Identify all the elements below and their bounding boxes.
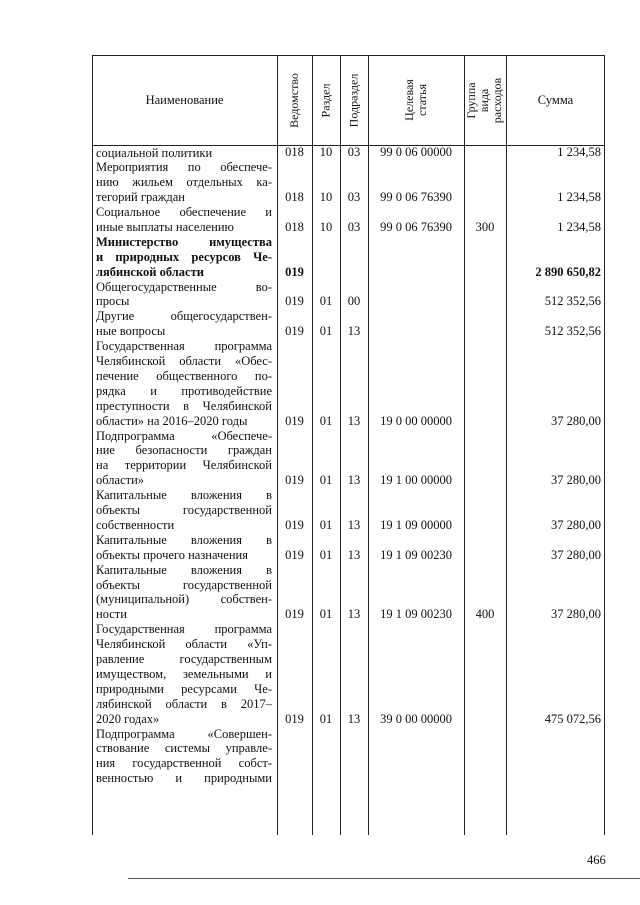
row-name: Общегосударственные во- просы — [96, 279, 272, 309]
header-summa: Сумма — [537, 92, 574, 107]
row-gruppa-rashodov: 300 — [475, 219, 495, 234]
row-podrazdel: 13 — [347, 711, 361, 726]
row-name: Мероприятия по обеспече- нию жильем отдельных ка- тегорий граждан — [96, 160, 272, 205]
row-vedomstvo: 019 — [285, 294, 304, 309]
row-summa: 37 280,00 — [551, 517, 601, 532]
row-celevaya-statya: 19 0 00 00000 — [380, 413, 452, 428]
header-vedomstvo: Ведомство — [287, 72, 302, 128]
row-podrazdel: 13 — [347, 547, 361, 562]
row-name: Подпрограмма «Обеспече- ние безопасности граждан на территории Челябинской области» — [96, 428, 272, 488]
row-podrazdel: 13 — [347, 324, 361, 339]
table-row — [92, 309, 605, 339]
table-row — [92, 563, 605, 623]
row-celevaya-statya: 19 1 00 00000 — [380, 473, 452, 488]
row-summa: 1 234,58 — [557, 219, 601, 234]
row-vedomstvo: 019 — [285, 473, 304, 488]
table-row — [92, 280, 605, 310]
row-name: Капитальные вложения в объекты государственной (муниципальной) собствен- ности — [96, 562, 272, 622]
header-celevaya-statya: Целевая статья — [402, 79, 429, 121]
row-razdel: 01 — [319, 324, 333, 339]
row-podrazdel: 13 — [347, 473, 361, 488]
table-row — [92, 429, 605, 489]
row-summa: 512 352,56 — [544, 324, 601, 339]
row-vedomstvo: 019 — [285, 413, 304, 428]
table-row — [92, 533, 605, 563]
row-razdel: 01 — [319, 294, 333, 309]
table-row — [92, 339, 605, 428]
row-celevaya-statya: 99 0 06 00000 — [380, 145, 452, 160]
table-row — [92, 160, 605, 205]
row-name: Социальное обеспечение и иные выплаты населению — [96, 205, 272, 234]
row-summa: 37 280,00 — [551, 473, 601, 488]
row-razdel: 01 — [319, 711, 333, 726]
row-name: социальной политики — [96, 145, 213, 160]
row-razdel: 10 — [319, 190, 333, 205]
header-gruppa-rashodov: Группа вида расходов — [464, 77, 505, 123]
row-summa: 37 280,00 — [551, 547, 601, 562]
row-summa: 37 280,00 — [551, 607, 601, 622]
row-celevaya-statya: 99 0 06 76390 — [380, 219, 452, 234]
row-summa: 1 234,58 — [557, 190, 601, 205]
footer-rule — [128, 878, 640, 879]
row-name: Министерство имущества и природных ресурсов Че- лябинской области — [96, 234, 272, 279]
table-row — [92, 205, 605, 235]
row-razdel: 01 — [319, 517, 333, 532]
row-razdel: 01 — [319, 473, 333, 488]
header-podrazdel: Подраздел — [346, 73, 361, 127]
row-summa: 37 280,00 — [551, 413, 601, 428]
row-celevaya-statya: 19 1 09 00230 — [380, 547, 452, 562]
table-row — [92, 622, 605, 726]
budget-table — [92, 55, 605, 835]
row-celevaya-statya: 19 1 09 00000 — [380, 517, 452, 532]
row-summa: 1 234,58 — [557, 145, 601, 160]
table-top-border — [92, 55, 605, 56]
row-podrazdel: 13 — [347, 413, 361, 428]
table-row — [92, 235, 605, 280]
row-razdel: 01 — [319, 607, 333, 622]
row-celevaya-statya: 39 0 00 00000 — [380, 711, 452, 726]
row-name: Капитальные вложения в объекты прочего назначения — [96, 532, 272, 562]
row-gruppa-rashodov: 400 — [475, 607, 495, 622]
row-vedomstvo: 018 — [285, 190, 304, 205]
row-vedomstvo: 019 — [285, 264, 304, 279]
row-name: Государственная программа Челябинской области «Уп- равление государственным имуществом, земельными и природными ресурсами Че- лябинской области в 2017– 2020 годах» — [96, 622, 272, 726]
row-summa: 475 072,56 — [544, 711, 601, 726]
header-razdel: Раздел — [318, 83, 333, 117]
row-podrazdel: 00 — [347, 294, 361, 309]
row-podrazdel: 03 — [347, 219, 361, 234]
row-razdel: 01 — [319, 413, 333, 428]
row-podrazdel: 03 — [347, 190, 361, 205]
row-razdel: 10 — [319, 145, 333, 160]
page-number: 466 — [587, 853, 606, 867]
row-vedomstvo: 019 — [285, 517, 304, 532]
table-row — [92, 146, 605, 161]
row-name: Государственная программа Челябинской области «Обес- печение общественного по- рядка и противодействие преступности в Челябинской области» на 2016–2020 годы — [96, 339, 272, 428]
row-podrazdel: 13 — [347, 607, 361, 622]
row-razdel: 10 — [319, 219, 333, 234]
header-name: Наименование — [145, 92, 224, 107]
row-podrazdel: 13 — [347, 517, 361, 532]
row-vedomstvo: 018 — [285, 145, 304, 160]
row-name: Подпрограмма «Совершен- ствование системы управле- ния государственной собст- венностью и природными — [96, 726, 272, 786]
row-celevaya-statya: 99 0 06 76390 — [380, 190, 452, 205]
row-celevaya-statya: 19 1 09 00230 — [380, 607, 452, 622]
table-row — [92, 488, 605, 533]
row-name: Капитальные вложения в объекты государственной собственности — [96, 488, 272, 532]
row-podrazdel: 03 — [347, 145, 361, 160]
row-name: Другие общегосударствен- ные вопросы — [96, 309, 272, 339]
row-summa: 2 890 650,82 — [535, 264, 601, 279]
row-vedomstvo: 019 — [285, 324, 304, 339]
row-vedomstvo: 019 — [285, 607, 304, 622]
row-vedomstvo: 019 — [285, 547, 304, 562]
row-vedomstvo: 019 — [285, 711, 304, 726]
row-vedomstvo: 018 — [285, 219, 304, 234]
table-row — [92, 727, 605, 787]
row-summa: 512 352,56 — [544, 294, 601, 309]
row-razdel: 01 — [319, 547, 333, 562]
